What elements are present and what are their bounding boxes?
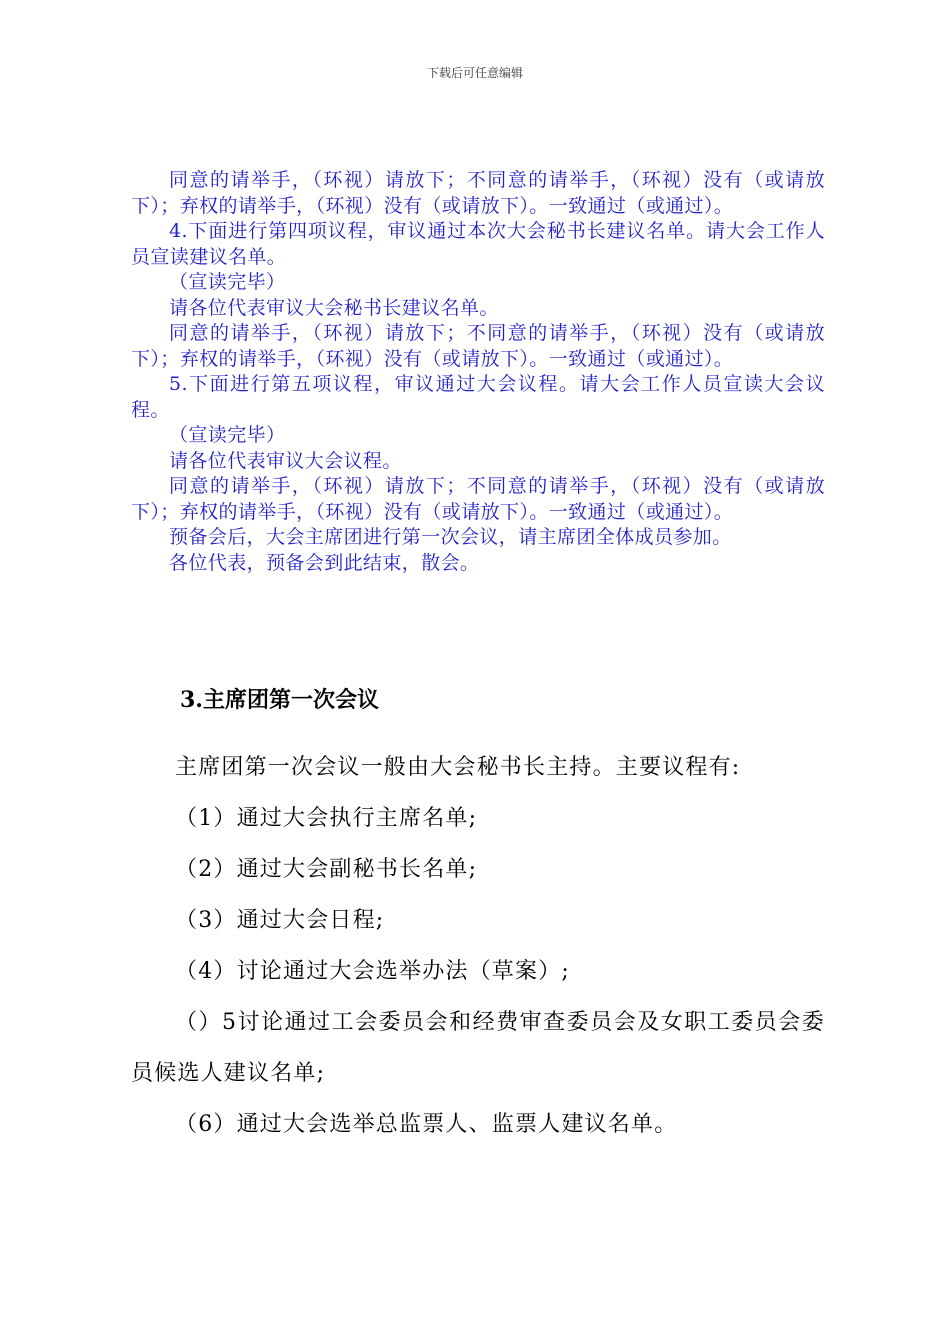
agenda-item: （6）通过大会选举总监票人、监票人建议名单。 — [175, 1112, 678, 1137]
blue-paragraph: 同意的请举手，（环视）请放下；不同意的请举手，（环视）没有（或请放下）；弃权的请举手，（环视）没有（或请放下）。一致通过（或通过）。 — [131, 169, 825, 217]
blue-paragraph: 请各位代表审议大会秘书长建议名单。 — [169, 296, 499, 319]
agenda-item: （2）通过大会副秘书长名单; — [175, 857, 478, 882]
blue-paragraph: 同意的请举手，（环视）请放下；不同意的请举手，（环视）没有（或请放下）；弃权的请举手，（环视）没有（或请放下）。一致通过（或通过）。 — [131, 475, 825, 523]
blue-paragraph: 请各位代表审议大会议程。 — [169, 449, 402, 472]
blue-paragraph: 4.下面进行第四项议程，审议通过本次大会秘书长建议名单。请大会工作人员宣读建议名单。 — [131, 220, 825, 268]
blue-script-block — [131, 168, 825, 576]
blue-paragraph: 各位代表，预备会到此结束，散会。 — [169, 551, 480, 574]
agenda-item: （4）讨论通过大会选举办法（草案）; — [175, 959, 571, 984]
blue-paragraph: 预备会后，大会主席团进行第一次会议，请主席团全体成员参加。 — [169, 526, 732, 548]
agenda-item: （3）通过大会日程; — [175, 908, 385, 933]
agenda-item: （1）通过大会执行主席名单; — [175, 806, 478, 831]
section-heading: 3.主席团第一次会议 — [180, 687, 379, 713]
blue-paragraph: 5.下面进行第五项议程，审议通过大会议程。请大会工作人员宣读大会议程。 — [131, 373, 825, 421]
agenda-block — [131, 742, 825, 1150]
agenda-item: （）5讨论通过工会委员会和经费审查委员会及女职工委员会委员候选人建议名单; — [131, 1010, 825, 1086]
blue-paragraph: （宣读完毕） — [169, 424, 286, 446]
page-header: 下载后可任意编辑 — [426, 66, 523, 80]
agenda-intro: 主席团第一次会议一般由大会秘书长主持。主要议程有: — [175, 755, 741, 780]
blue-paragraph: 同意的请举手，（环视）请放下；不同意的请举手，（环视）没有（或请放下）；弃权的请举手，（环视）没有（或请放下）。一致通过（或通过）。 — [131, 322, 825, 370]
blue-paragraph: （宣读完毕） — [169, 271, 286, 293]
